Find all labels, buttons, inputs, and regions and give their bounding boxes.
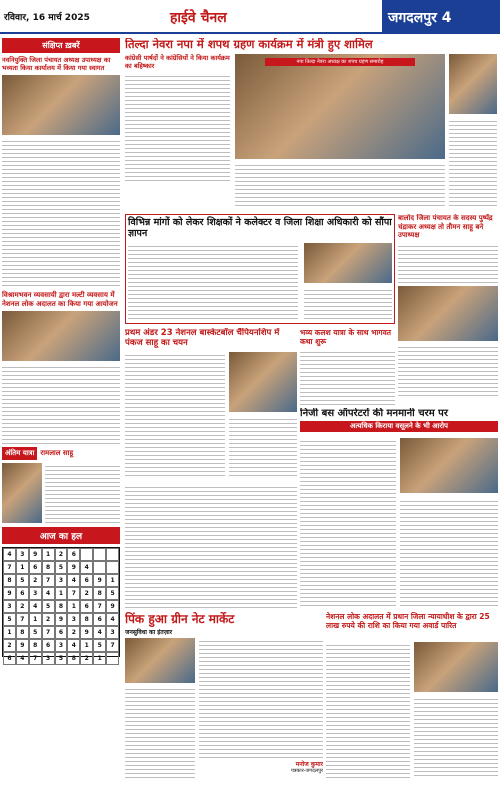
puzzle-cell: 7 <box>106 639 119 652</box>
puzzle-cell: 5 <box>3 613 16 626</box>
obituary-title: अंतिम यात्रा <box>2 447 37 460</box>
puzzle-cell: 5 <box>16 574 29 587</box>
lok-adalat-body-2 <box>414 696 498 778</box>
puzzle-cell: 6 <box>3 652 16 665</box>
lead-photo <box>235 54 445 159</box>
puzzle-cell: 8 <box>93 587 106 600</box>
balod-story <box>398 214 498 404</box>
puzzle-cell: 8 <box>80 613 93 626</box>
puzzle-cell <box>106 561 119 574</box>
teachers-story <box>125 214 395 324</box>
pink-market-body-2 <box>199 638 323 758</box>
edition-city: जगदलपुर 4 <box>382 0 500 32</box>
balod-photo <box>398 286 498 341</box>
puzzle-cell: 6 <box>16 587 29 600</box>
bus-operator-story <box>300 408 498 610</box>
lead-photo-banner: नपा तिल्दा नेवरा अध्यक्ष का शपथ ग्रहण समारोह <box>265 58 415 66</box>
pink-market-headline: पिंक हुआ ग्रीन नेट मार्केट <box>125 612 235 626</box>
puzzle-cell: 9 <box>80 626 93 639</box>
puzzle-cell: 3 <box>106 626 119 639</box>
newspaper-name: हाईवे चैनल <box>170 10 227 26</box>
lead-body-3 <box>235 162 445 208</box>
puzzle-cell: 8 <box>55 600 68 613</box>
puzzle-cell <box>106 548 119 561</box>
puzzle-cell: 9 <box>67 561 80 574</box>
brief2-body <box>2 364 120 444</box>
puzzle-cell: 4 <box>16 652 29 665</box>
puzzle-cell: 2 <box>80 587 93 600</box>
puzzle-cell: 3 <box>16 548 29 561</box>
basketball-photo <box>229 352 297 412</box>
puzzle-cell: 6 <box>80 574 93 587</box>
lok-adalat-story <box>326 612 498 780</box>
puzzle-cell: 7 <box>42 574 55 587</box>
lok-adalat-headline: नेशनल लोक अदालत में प्रधान जिला न्यायाधीश के द्वारा 25 लाख रुपये की राशि का किया गया अवार्ड पारित <box>326 612 490 630</box>
puzzle-cell: 6 <box>93 613 106 626</box>
obituary-body <box>45 463 120 523</box>
puzzle-cell: 1 <box>93 652 106 665</box>
puzzle-cell: 1 <box>67 600 80 613</box>
puzzle-cell: 1 <box>3 626 16 639</box>
left-sidebar <box>2 38 120 778</box>
misc-story <box>125 484 297 608</box>
bus-headline: निजी बस ऑपरेटरों की मनमानी चरम पर <box>300 408 448 419</box>
pink-market-photo <box>125 638 195 683</box>
puzzle-cell: 1 <box>29 613 42 626</box>
puzzle-cell: 7 <box>29 652 42 665</box>
puzzle-cell: 3 <box>3 600 16 613</box>
obituary-name: रामलाल साहू <box>40 449 74 457</box>
pink-market-body-1 <box>125 686 195 778</box>
puzzle-cell: 4 <box>67 574 80 587</box>
basketball-headline: प्रथम अंडर 23 नेशनल बास्केटबॉल चैंपियनशिप में पंकज साहू का चयन <box>125 328 280 348</box>
balod-body-2 <box>398 344 498 399</box>
puzzle-cell: 1 <box>16 561 29 574</box>
puzzle-cell: 2 <box>16 600 29 613</box>
puzzle-cell: 6 <box>42 639 55 652</box>
brief1-photo <box>2 75 120 135</box>
teachers-headline: विभिन्न मांगों को लेकर शिक्षकों ने कलेक्टर व जिला शिक्षा अधिकारी को सौंपा ज्ञापन <box>128 217 392 239</box>
lead-photo-side <box>449 54 497 114</box>
puzzle-cell: 6 <box>29 561 42 574</box>
puzzle-cell: 2 <box>42 613 55 626</box>
puzzle-cell: 5 <box>55 561 68 574</box>
lok-adalat-body-1 <box>326 642 410 778</box>
issue-date: रविवार, 16 मार्च 2025 <box>4 13 90 23</box>
puzzle-cell: 6 <box>80 600 93 613</box>
puzzle-cell: 4 <box>29 600 42 613</box>
bus-subbar: अत्यधिक किराया वसूलने के भी आरोप <box>300 421 498 432</box>
puzzle-cell: 2 <box>80 652 93 665</box>
puzzle-cell: 9 <box>16 639 29 652</box>
puzzle-cell: 6 <box>55 626 68 639</box>
puzzle-cell: 8 <box>29 639 42 652</box>
puzzle-cell: 4 <box>3 548 16 561</box>
puzzle-cell: 1 <box>55 587 68 600</box>
puzzle-cell: 9 <box>3 587 16 600</box>
puzzle-cell: 3 <box>67 613 80 626</box>
lead-subhead: कांग्रेसी पार्षदों ने कांग्रेसियों ने किया कार्यक्रम का बहिष्कार <box>125 54 230 70</box>
puzzle-cell: 7 <box>67 587 80 600</box>
puzzle-cell: 3 <box>55 574 68 587</box>
kalash-headline: भव्य कलश यात्रा के साथ भागवत कथा शुरू <box>300 328 392 346</box>
pink-market-story <box>125 612 323 780</box>
basketball-body <box>125 352 225 477</box>
puzzle-grid <box>2 547 120 662</box>
balod-body <box>398 243 498 283</box>
puzzle-cell <box>93 561 106 574</box>
puzzle-cell: 8 <box>67 652 80 665</box>
brief1-headline: नवनियुक्ति जिला पंचायत अध्यक्ष उपाध्यक्ष का भव्यता किया कार्यालय में किया गया स्वागत <box>2 56 111 72</box>
puzzle-cell: 7 <box>3 561 16 574</box>
puzzle-cell: 3 <box>29 587 42 600</box>
pink-market-kicker: जनसुविधा का इंतज़ार <box>125 629 173 636</box>
puzzle-cell <box>93 548 106 561</box>
teachers-body <box>128 243 298 321</box>
puzzle-title: आज का हल <box>2 527 120 544</box>
basketball-story <box>125 328 297 480</box>
brief1-body <box>2 138 120 288</box>
teachers-body-2 <box>304 287 392 321</box>
puzzle-cell: 4 <box>93 626 106 639</box>
puzzle-cell: 2 <box>3 639 16 652</box>
puzzle-cell: 9 <box>93 574 106 587</box>
puzzle-cell: 3 <box>42 652 55 665</box>
teachers-photo <box>304 243 392 283</box>
lead-body-1 <box>125 73 230 183</box>
basketball-body-2 <box>229 416 297 476</box>
puzzle-cell: 5 <box>55 652 68 665</box>
puzzle-cell: 5 <box>106 587 119 600</box>
bus-photo <box>400 438 498 493</box>
puzzle-cell <box>80 548 93 561</box>
balod-headline: बालोद जिला पंचायत के सदस्य पुष्पेंद्र चंद्राकर अध्यक्ष तो तौमन साहू बने उपाध्यक्ष <box>398 214 493 239</box>
puzzle-cell: 1 <box>106 574 119 587</box>
puzzle-cell: 2 <box>67 626 80 639</box>
lead-story <box>125 38 497 213</box>
lead-headline: तिल्दा नेवरा नपा में शपथ ग्रहण कार्यक्रम में मंत्री हुए शामिल <box>125 38 373 51</box>
lok-adalat-photo <box>414 642 498 692</box>
puzzle-cell: 2 <box>55 548 68 561</box>
puzzle-cell: 1 <box>42 548 55 561</box>
signature-name: मनोज कुमार <box>295 761 323 768</box>
puzzle-cell: 4 <box>67 639 80 652</box>
puzzle-cell: 3 <box>55 639 68 652</box>
puzzle-cell: 7 <box>93 600 106 613</box>
puzzle-cell: 8 <box>3 574 16 587</box>
puzzle-cell: 5 <box>42 600 55 613</box>
bus-body-1 <box>300 438 396 608</box>
obituary-photo <box>2 463 42 523</box>
puzzle-cell: 7 <box>16 613 29 626</box>
puzzle-cell: 4 <box>80 561 93 574</box>
briefs-title: संक्षिप्त ख़बरें <box>2 38 120 53</box>
puzzle-cell: 1 <box>80 639 93 652</box>
bus-body-2 <box>400 498 498 608</box>
puzzle-cell: 4 <box>106 613 119 626</box>
puzzle-cell: 5 <box>29 626 42 639</box>
puzzle-cell: 2 <box>29 574 42 587</box>
brief2-headline: विश्रामभवन व्यवसायी द्वारा मल्टी व्यवसाय में नेशनल लोक अदालत का किया गया आयोजन <box>2 291 118 308</box>
brief2-photo <box>2 311 120 361</box>
puzzle-cell: 9 <box>29 548 42 561</box>
puzzle-cell: 7 <box>42 626 55 639</box>
puzzle-cell: 8 <box>42 561 55 574</box>
puzzle-cell: 5 <box>93 639 106 652</box>
puzzle-cell: 4 <box>42 587 55 600</box>
puzzle-cell <box>106 652 119 665</box>
puzzle-cell: 9 <box>106 600 119 613</box>
signature-role: पत्रकार-जगदलपुर <box>290 768 323 774</box>
puzzle-cell: 8 <box>16 626 29 639</box>
puzzle-cell: 9 <box>55 613 68 626</box>
lead-body-2 <box>449 118 497 208</box>
puzzle-cell: 6 <box>67 548 80 561</box>
masthead-bar <box>0 0 500 34</box>
